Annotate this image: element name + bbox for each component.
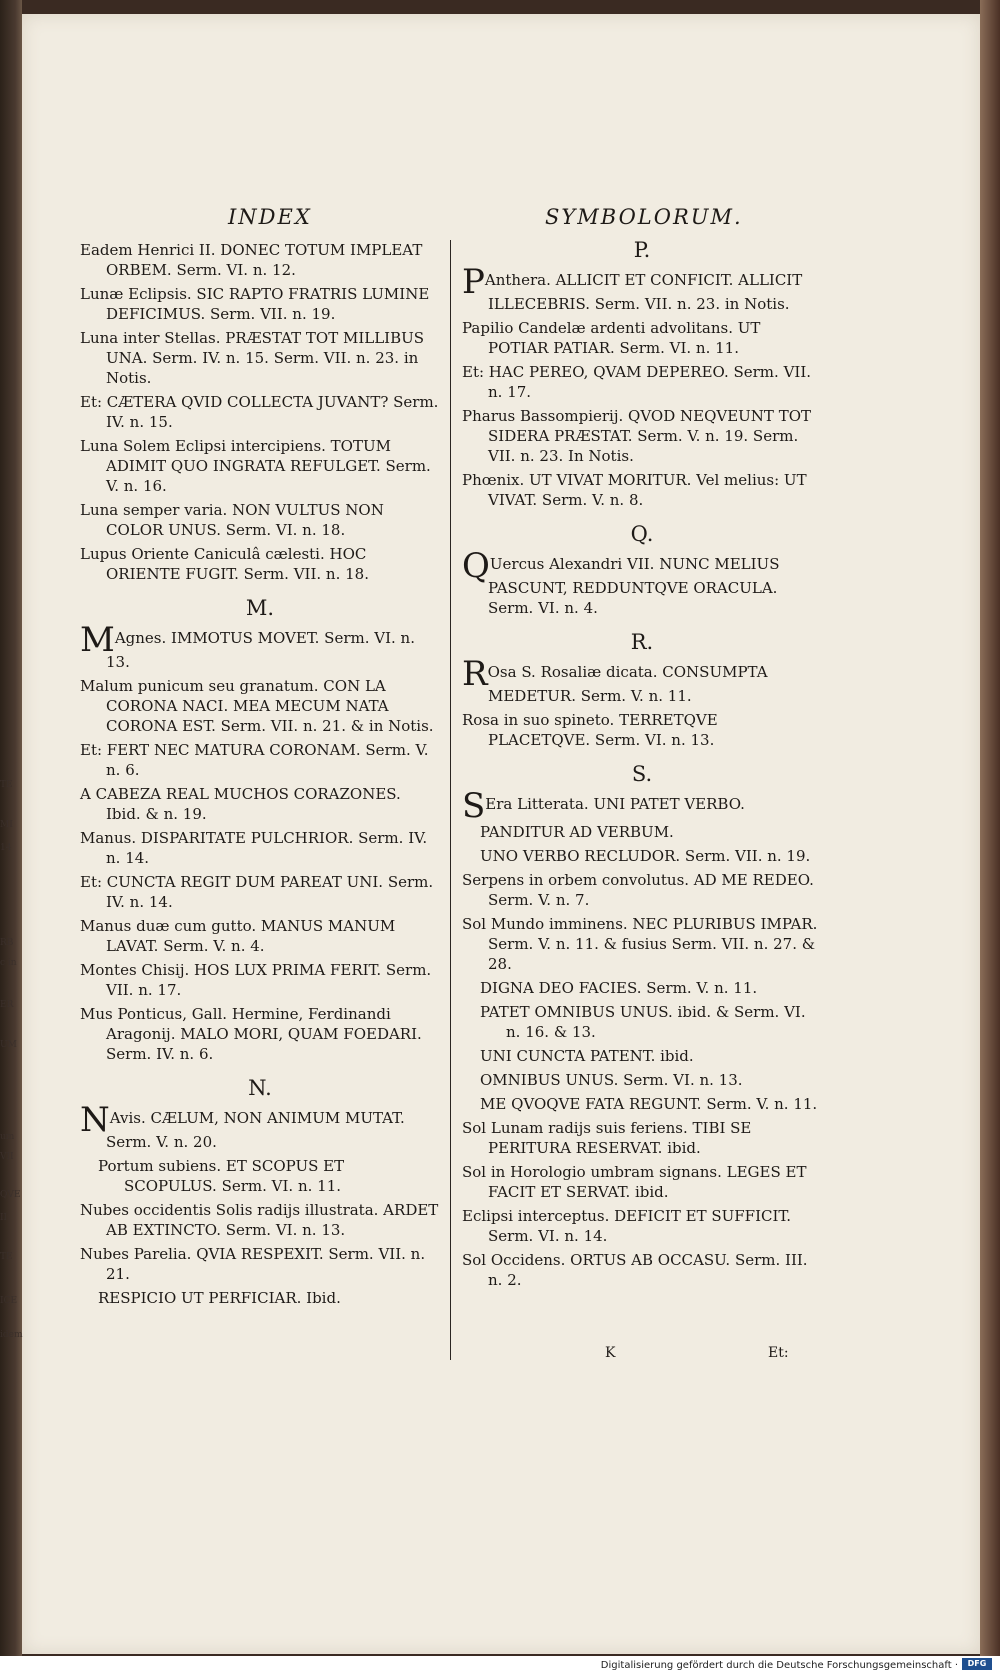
margin-fragment: II [0, 1213, 8, 1223]
right-column [462, 240, 822, 1294]
index-subentry: ME QVOQVE FATA REGUNT. Serm. V. n. 11. [480, 1095, 818, 1113]
index-entry: Sol in Horologio umbram signans. LEGES ET FACIT ET SERVAT. ibid. [462, 1163, 807, 1201]
margin-fragment: ICE [0, 1296, 18, 1306]
margin-fragment: UM [0, 1040, 17, 1050]
index-entry: Mus Ponticus, Gall. Hermine, Ferdinandi Aragonij. MALO MORI, QUAM FOEDARI. Serm. IV. n. 6. [80, 1005, 422, 1063]
right-entries-s2 [462, 1118, 822, 1290]
index-entry: Phœnix. UT VIVAT MORITUR. Vel melius: UT VIVAT. Serm. V. n. 8. [462, 471, 807, 509]
index-entry: Et: CÆTERA QVID COLLECTA JUVANT? Serm. IV. n. 15. [80, 393, 439, 431]
footer-credit: Digitalisierung gefördert durch die Deutsche Forschungsgemeinschaft · [600, 1660, 958, 1671]
column-divider [450, 240, 451, 1360]
drop-cap: R [462, 654, 488, 694]
index-entry: Et: HAC PEREO, QVAM DEPEREO. Serm. VII. n. 17. [462, 363, 812, 401]
margin-fragment: ER [0, 1000, 14, 1010]
section-letter-m: M. [245, 596, 275, 620]
index-subentry: OMNIBUS UNUS. Serm. VI. n. 13. [480, 1071, 743, 1089]
running-head-left: INDEX [228, 205, 312, 229]
index-entry: Luna Solem Eclipsi intercipiens. TOTUM ADIMIT QUO INGRATA REFULGET. Serm. V. n. 16. [80, 437, 431, 495]
right-entries-p [462, 318, 822, 510]
section-letter-p: P. [633, 238, 651, 262]
running-head-right: SYMBOLORUM. [545, 205, 743, 229]
index-subentry: UNO VERBO RECLUDOR. Serm. VII. n. 19. [480, 847, 811, 865]
index-entry: Eadem Henrici II. DONEC TOTUM IMPLEAT ORBEM. Serm. VI. n. 12. [80, 241, 423, 279]
index-entry: Sol Occidens. ORTUS AB OCCASU. Serm. III. n. 2. [462, 1251, 808, 1289]
margin-fragment: MI [0, 820, 13, 830]
index-entry: MAgnes. IMMOTUS MOVET. Serm. VI. n. 13. [80, 620, 415, 671]
index-entry: Nubes Parelia. QVIA RESPEXIT. Serm. VII. n. 21. [80, 1245, 426, 1283]
index-entry: QUercus Alexandri VII. NUNC MELIUS PASCUNT, REDDUNTQVE ORACULA. Serm. VI. n. 4. [462, 546, 780, 617]
index-entry: Et: FERT NEC MATURA CORONAM. Serm. V. n. 6. [80, 741, 429, 779]
index-subentry: RESPICIO UT PERFICIAR. Ibid. [98, 1289, 341, 1307]
index-entry: Et: CUNCTA REGIT DUM PAREAT UNI. Serm. IV. n. 14. [80, 873, 434, 911]
margin-fragment: QVE [0, 1190, 21, 1200]
margin-fragment: c in [0, 958, 17, 968]
index-entry: Manus. DISPARITATE PULCHRIOR. Serm. IV. n. 14. [80, 829, 428, 867]
index-entry: Lunæ Eclipsis. SIC RAPTO FRATRIS LUMINE DEFICIMUS. Serm. VII. n. 19. [80, 285, 430, 323]
index-entry: Luna semper varia. NON VULTUS NON COLOR UNUS. Serm. VI. n. 18. [80, 501, 384, 539]
margin-fragment: RB [0, 938, 14, 948]
drop-cap: P [462, 262, 485, 302]
margin-fragment: VII [0, 1152, 14, 1162]
index-entry: Sol Lunam radijs suis feriens. TIBI SE PERITURA RESERVAT. ibid. [462, 1119, 752, 1157]
index-entry: ROsa S. Rosaliæ dicata. CONSUMPTA MEDETUR. Serm. V. n. 11. [462, 654, 768, 705]
index-subentry: DIGNA DEO FACIES. Serm. V. n. 11. [480, 979, 758, 997]
index-entry: Eclipsi interceptus. DEFICIT ET SUFFICIT. Serm. VI. n. 14. [462, 1207, 791, 1245]
left-entries-n [80, 1200, 440, 1284]
section-letter-n: N. [248, 1076, 272, 1100]
left-column [80, 240, 440, 1312]
index-entry: Nubes occidentis Solis radijs illustrata. ARDET AB EXTINCTO. Serm. VI. n. 13. [80, 1201, 439, 1239]
index-entry: Montes Chisij. HOS LUX PRIMA FERIT. Serm. VII. n. 17. [80, 961, 432, 999]
index-entry: PAnthera. ALLICIT ET CONFICIT. ALLICIT ILLECEBRIS. Serm. VII. n. 23. in Notis. [462, 262, 803, 313]
signature-mark: K [605, 1345, 616, 1361]
right-entries-s1 [462, 870, 822, 974]
left-entries-m [80, 676, 440, 1064]
index-entry: Luna inter Stellas. PRÆSTAT TOT MILLIBUS UNA. Serm. IV. n. 15. Serm. VII. n. 23. in Notis. [80, 329, 425, 387]
index-entry: Sol Mundo imminens. NEC PLURIBUS IMPAR. Serm. V. n. 11. & fusius Serm. VII. n. 27. & 28. [462, 915, 818, 973]
index-entry: Pharus Bassompierij. QVOD NEQVEUNT TOT SIDERA PRÆSTAT. Serm. V. n. 19. Serm. VII. n. 23. In Notis. [462, 407, 811, 465]
right-entries-r [462, 710, 822, 750]
margin-fragment: um [0, 1132, 15, 1142]
index-subentry: UNI CUNCTA PATENT. ibid. [480, 1047, 694, 1065]
footer-bar [0, 1656, 1000, 1672]
right-subentries-s2 [462, 978, 822, 1114]
section-letter-r: R. [630, 630, 654, 654]
margin-fragment: idem [0, 1330, 23, 1340]
index-entry: Manus duæ cum gutto. MANUS MANUM LAVAT. Serm. V. n. 4. [80, 917, 396, 955]
index-entry: SEra Litterata. UNI PATET VERBO. [462, 786, 745, 826]
index-entry: Rosa in suo spineto. TERRETQVE PLACETQVE. Serm. VI. n. 13. [462, 711, 718, 749]
drop-cap: Q [462, 546, 490, 586]
dfg-logo: DFG [962, 1658, 992, 1670]
left-entries-top [80, 240, 440, 584]
margin-fragment: 14 [0, 843, 12, 853]
index-entry: Malum punicum seu granatum. CON LA CORONA NACI. MEA MECUM NATA CORONA EST. Serm. VII. n. 21. & in Notis. [80, 677, 434, 735]
index-subentry: PANDITUR AD VERBUM. [480, 823, 674, 841]
section-letter-s: S. [631, 762, 653, 786]
drop-cap: M [80, 620, 115, 660]
index-entry: Papilio Candelæ ardenti advolitans. UT POTIAR PATIAR. Serm. VI. n. 11. [462, 319, 761, 357]
index-entry: NAvis. CÆLUM, NON ANIMUM MUTAT. Serm. V. n. 20. [80, 1100, 405, 1151]
margin-fragment: TE [0, 780, 13, 790]
drop-cap: N [80, 1100, 110, 1140]
right-subentries-s1 [462, 822, 822, 866]
margin-fragment: TE [0, 1252, 13, 1262]
catchword: Et: [768, 1345, 789, 1361]
index-entry: A CABEZA REAL MUCHOS CORAZONES. Ibid. & n. 19. [80, 785, 401, 823]
index-subentry: Portum subiens. ET SCOPUS ET SCOPULUS. Serm. VI. n. 11. [98, 1157, 345, 1195]
section-letter-q: Q. [630, 522, 654, 546]
index-subentry: PATET OMNIBUS UNUS. ibid. & Serm. VI. n. 16. & 13. [480, 1003, 806, 1041]
index-entry: Lupus Oriente Caniculâ cælesti. HOC ORIENTE FUGIT. Serm. VII. n. 18. [80, 545, 369, 583]
index-entry: Serpens in orbem convolutus. AD ME REDEO. Serm. V. n. 7. [462, 871, 814, 909]
page-right-edge [980, 0, 1000, 1656]
drop-cap: S [462, 786, 486, 826]
